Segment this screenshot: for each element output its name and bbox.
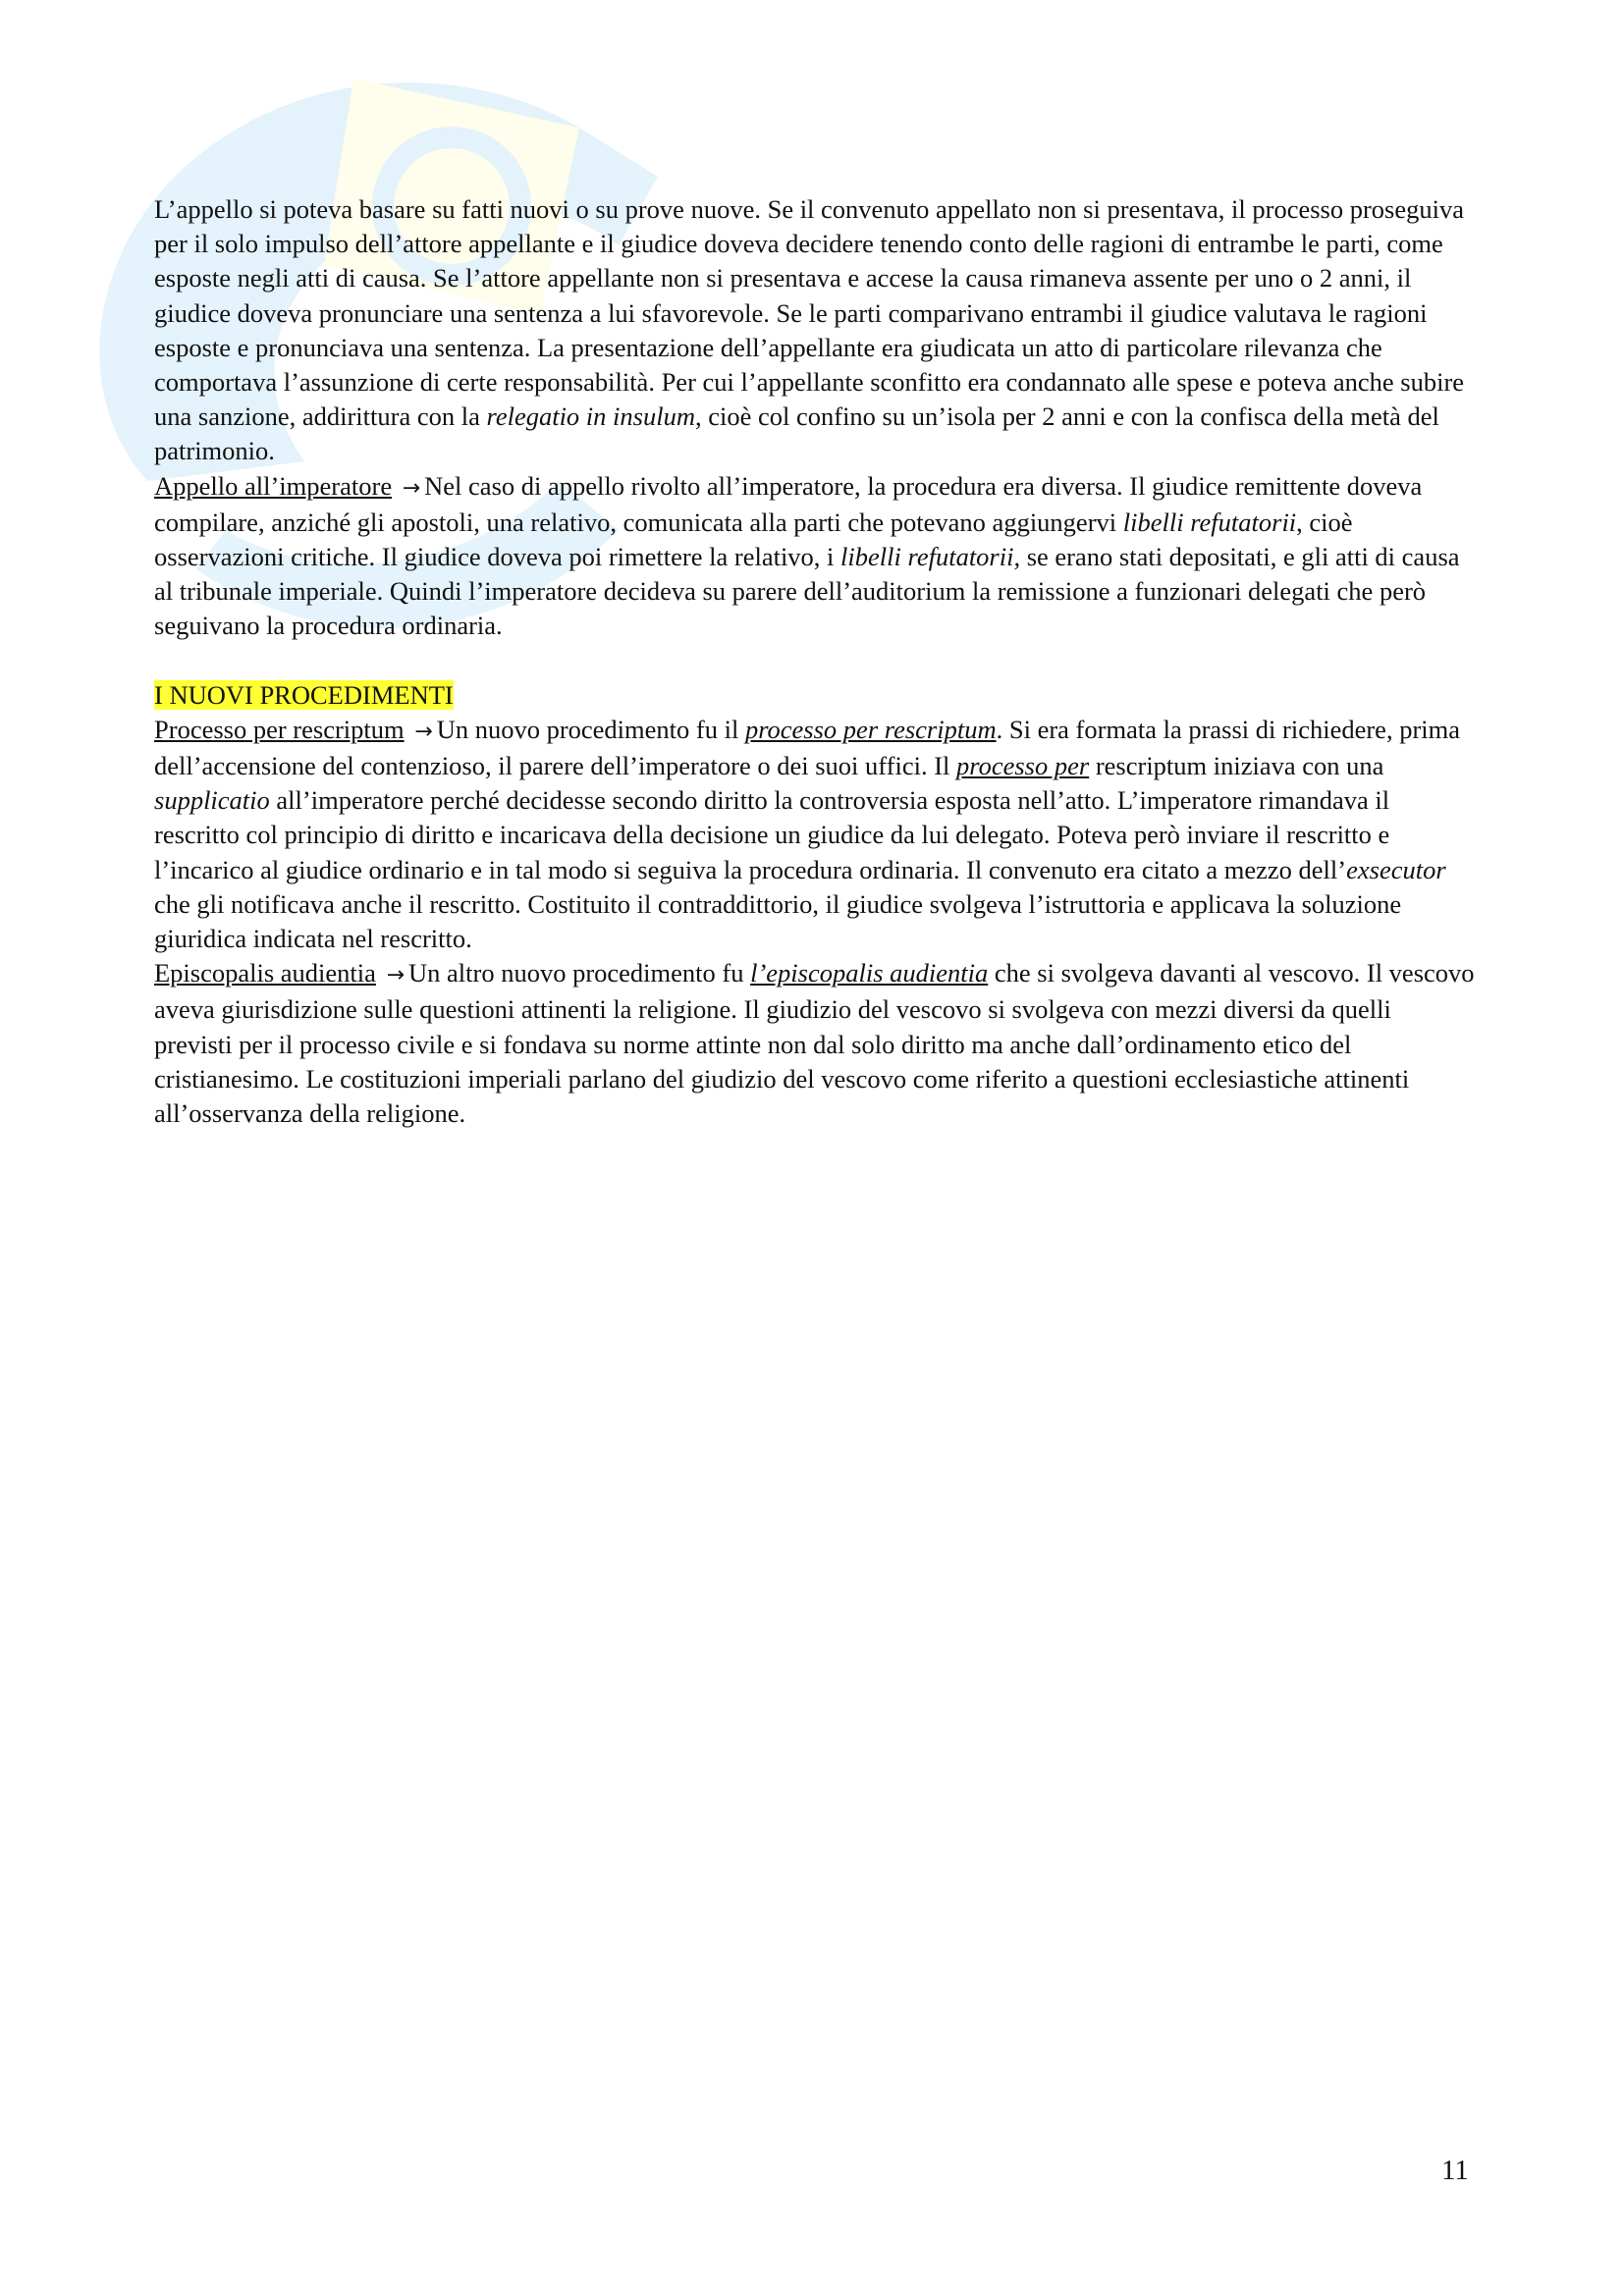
paragraph-rescriptum: Processo per rescriptum → Un nuovo procedimento fu il processo per rescriptum. Si era formata la prassi di richiedere, prima dell’accensione del contenzioso, il parere dell’imperatore o dei suoi uffici. Il processo per rescriptum iniziava con una supplicatio all’imperatore perché decidesse secondo diritto la controversia esposta nell’atto. L’imperatore rimandava il rescritto col principio di diritto e incaricava della decisione un giudice da lui delegato. Poteva però inviare il rescritto e l’incarico al giudice ordinario e in tal modo si seguiva la procedura ordinaria. Il convenuto era citato a mezzo dell’exsecutor che gli notificava anche il rescritto. Costituito il contraddittorio, il giudice svolgeva l’istruttoria e applicava la soluzione giuridica indicata nel rescritto. (154, 714, 1461, 954)
arrow-right-icon: → (402, 475, 421, 501)
arrow-right-icon: → (414, 719, 433, 744)
paragraph-episcopalis: Episcopalis audientia → Un altro nuovo procedimento fu l’episcopalis audientia che si svolgeva davanti al vescovo. Il vescovo aveva giurisdizione sulle questioni attinenti la religione. Il giudizio del vescovo si svolgeva con mezzi diversi da quelli previsti per il processo civile e si fondava su norme attinte non dal solo diritto ma anche dall’ordinamento etico del cristianesimo. Le costituzioni imperiali parlano del giudizio del vescovo come riferito a questioni ecclesiastiche attinenti all’osservanza della religione. (154, 958, 1475, 1129)
paragraph-appeal-emperor: Appello all’imperatore → Nel caso di appello rivolto all’imperatore, la procedura era diversa. Il giudice remittente doveva compilare, anziché gli apostoli, una relativo, comunicata alla parti che potevano aggiungervi libelli refutatorii, cioè osservazioni critiche. Il giudice doveva poi rimettere la relativo, i libelli refutatorii, se erano stati depositati, e gli atti di causa al tribunale imperiale. Quindi l’imperatore decideva su parere dell’auditorium la remissione a funzionari delegati che però seguivano la procedura ordinaria. (154, 470, 1460, 641)
heading-episcopalis-audientia: Episcopalis audientia (154, 958, 376, 988)
page-number: 11 (1441, 2155, 1469, 2186)
paragraph-appeal-grounds: L’appello si poteva basare su fatti nuovi o su prove nuove. Se il convenuto appellato non si presentava, il processo proseguiva per il solo impulso dell’attore appellante e il giudice doveva decidere tenendo conto delle ragioni di entrambe le parti, come esposte negli atti di causa. Se l’attore appellante non si presentava e accese la causa rimaneva assente per uno o 2 anni, il giudice doveva pronunciare una sentenza a lui sfavorevole. Se le parti comparivano entrambi il giudice valutava le ragioni esposte e pronunciava una sentenza. La presentazione dell’appellante era giudicata un atto di particolare rilevanza che comportava l’assunzione di certe responsabilità. Per cui l’appellante sconfitto era condannato alle spese e poteva anche subire una sanzione, addirittura con la relegatio in insulum, cioè col confino su un’isola per 2 anni e con la confisca della metà del patrimonio. (154, 194, 1465, 466)
section-title: I NUOVI PROCEDIMENTI (154, 679, 454, 710)
document-body (154, 192, 1475, 1131)
heading-processo-rescriptum: Processo per rescriptum (154, 714, 405, 744)
arrow-right-icon: → (386, 963, 405, 988)
heading-appello-imperatore: Appello all’imperatore (154, 470, 393, 501)
